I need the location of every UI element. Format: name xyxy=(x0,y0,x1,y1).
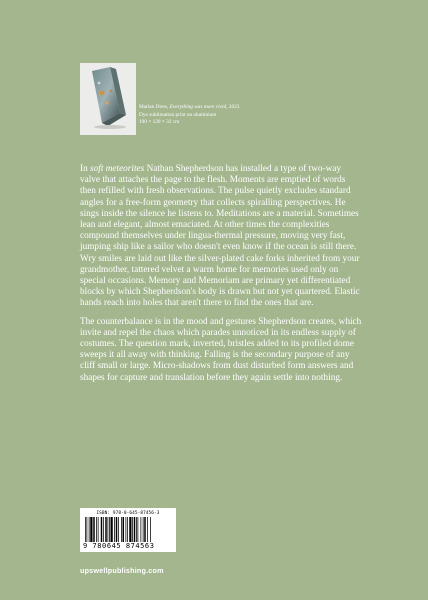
barcode-bars xyxy=(85,517,171,542)
barcode-bar xyxy=(105,517,107,542)
barcode-bar xyxy=(103,517,104,542)
caption-dimensions: 190 × 120 × 32 cm xyxy=(139,119,180,126)
barcode-bar xyxy=(136,517,137,542)
barcode-bar xyxy=(134,517,136,542)
barcode-bar xyxy=(93,517,95,542)
barcode-bar xyxy=(108,517,109,542)
barcode-bar xyxy=(111,517,113,542)
barcode-bar xyxy=(118,517,119,542)
barcode-bar xyxy=(143,517,144,542)
artwork-caption xyxy=(139,104,239,127)
artwork-image xyxy=(80,63,136,135)
caption-title: Everything was more vivid, xyxy=(169,104,228,110)
book-title: soft meteorites xyxy=(90,164,145,174)
barcode-bar xyxy=(101,517,103,542)
barcode-bar xyxy=(144,517,146,542)
barcode-bar xyxy=(121,517,122,542)
barcode-digits: 9 780645 874563 xyxy=(83,542,155,550)
barcode-bar xyxy=(116,517,118,542)
barcode-bar xyxy=(141,517,142,542)
barcode-bar xyxy=(85,517,86,542)
barcode-bar xyxy=(89,517,90,542)
blurb-paragraph-2: The counterbalance is in the mood and gestures Shepherdson creates, which invite and repel the chaos which parades unnoticed in its endless supply of costumes. The question mark, inverted, bristles added to its profiled dome sweeps it all away with thinking. Falling is the secondary purpose of any cliff small or large. Micro-shadows from dust disturbed form answers and shapes for capture and translation before they again settle into nothing. xyxy=(80,316,362,383)
barcode-bar xyxy=(150,517,151,542)
isbn-barcode xyxy=(80,508,176,552)
caption-artist: Marian Drew, xyxy=(139,104,169,110)
caption-medium: Dye sublimation print on aluminium xyxy=(139,111,217,118)
caption-line-1 xyxy=(139,104,239,112)
isbn-text: ISBN: 978-0-645-87456-3 xyxy=(96,511,160,516)
barcode-bar xyxy=(147,517,148,542)
barcode-bar xyxy=(114,517,115,542)
barcode-bar xyxy=(126,517,127,542)
barcode-bar xyxy=(90,517,92,542)
barcode-bar xyxy=(129,517,131,542)
barcode-bar xyxy=(96,517,97,542)
barcode-bar xyxy=(87,517,88,542)
barcode-bar xyxy=(132,517,133,542)
publisher-website[interactable]: upswellpublishing.com xyxy=(80,566,164,575)
blurb-intro: In xyxy=(80,164,91,174)
barcode-bar xyxy=(127,517,128,542)
blurb-body-1: Nathan Shepherdson has installed a type of two-way valve that attaches the page to the flesh. Moments are emptied of words then refilled with fresh observations. The pulse quietly excludes standard angles for a free-form geometry that collects spiralling perspectives. He sings inside the silence he listens to. Meditations are a material. Sometimes lean and elegant, almost emaciated. At other times the complexities compound themselves under lingua-thermal pressure, moving very fast, jumping ship like a sailor who doesn't even know if the ocean is still there. Wry smiles are laid out like the silver-plated cake forks inherited from your grandmother, tattered velvet a warm home for memories used only on special occasions. Memory and Memoriam are primary yet differentiated blocks by which Shepherdson's body is drawn but not yet quartered. Elastic hands reach into holes that aren't there to find the ones that are. xyxy=(80,164,360,309)
blurb-paragraph-1 xyxy=(80,164,362,310)
back-cover-blurb xyxy=(80,164,362,391)
barcode-bar xyxy=(123,517,125,542)
barcode-bar xyxy=(98,517,99,542)
barcode-bar xyxy=(109,517,110,542)
barcode-bar xyxy=(138,517,139,542)
caption-year: 2023 xyxy=(228,104,240,110)
sculpture-illustration xyxy=(80,63,136,135)
